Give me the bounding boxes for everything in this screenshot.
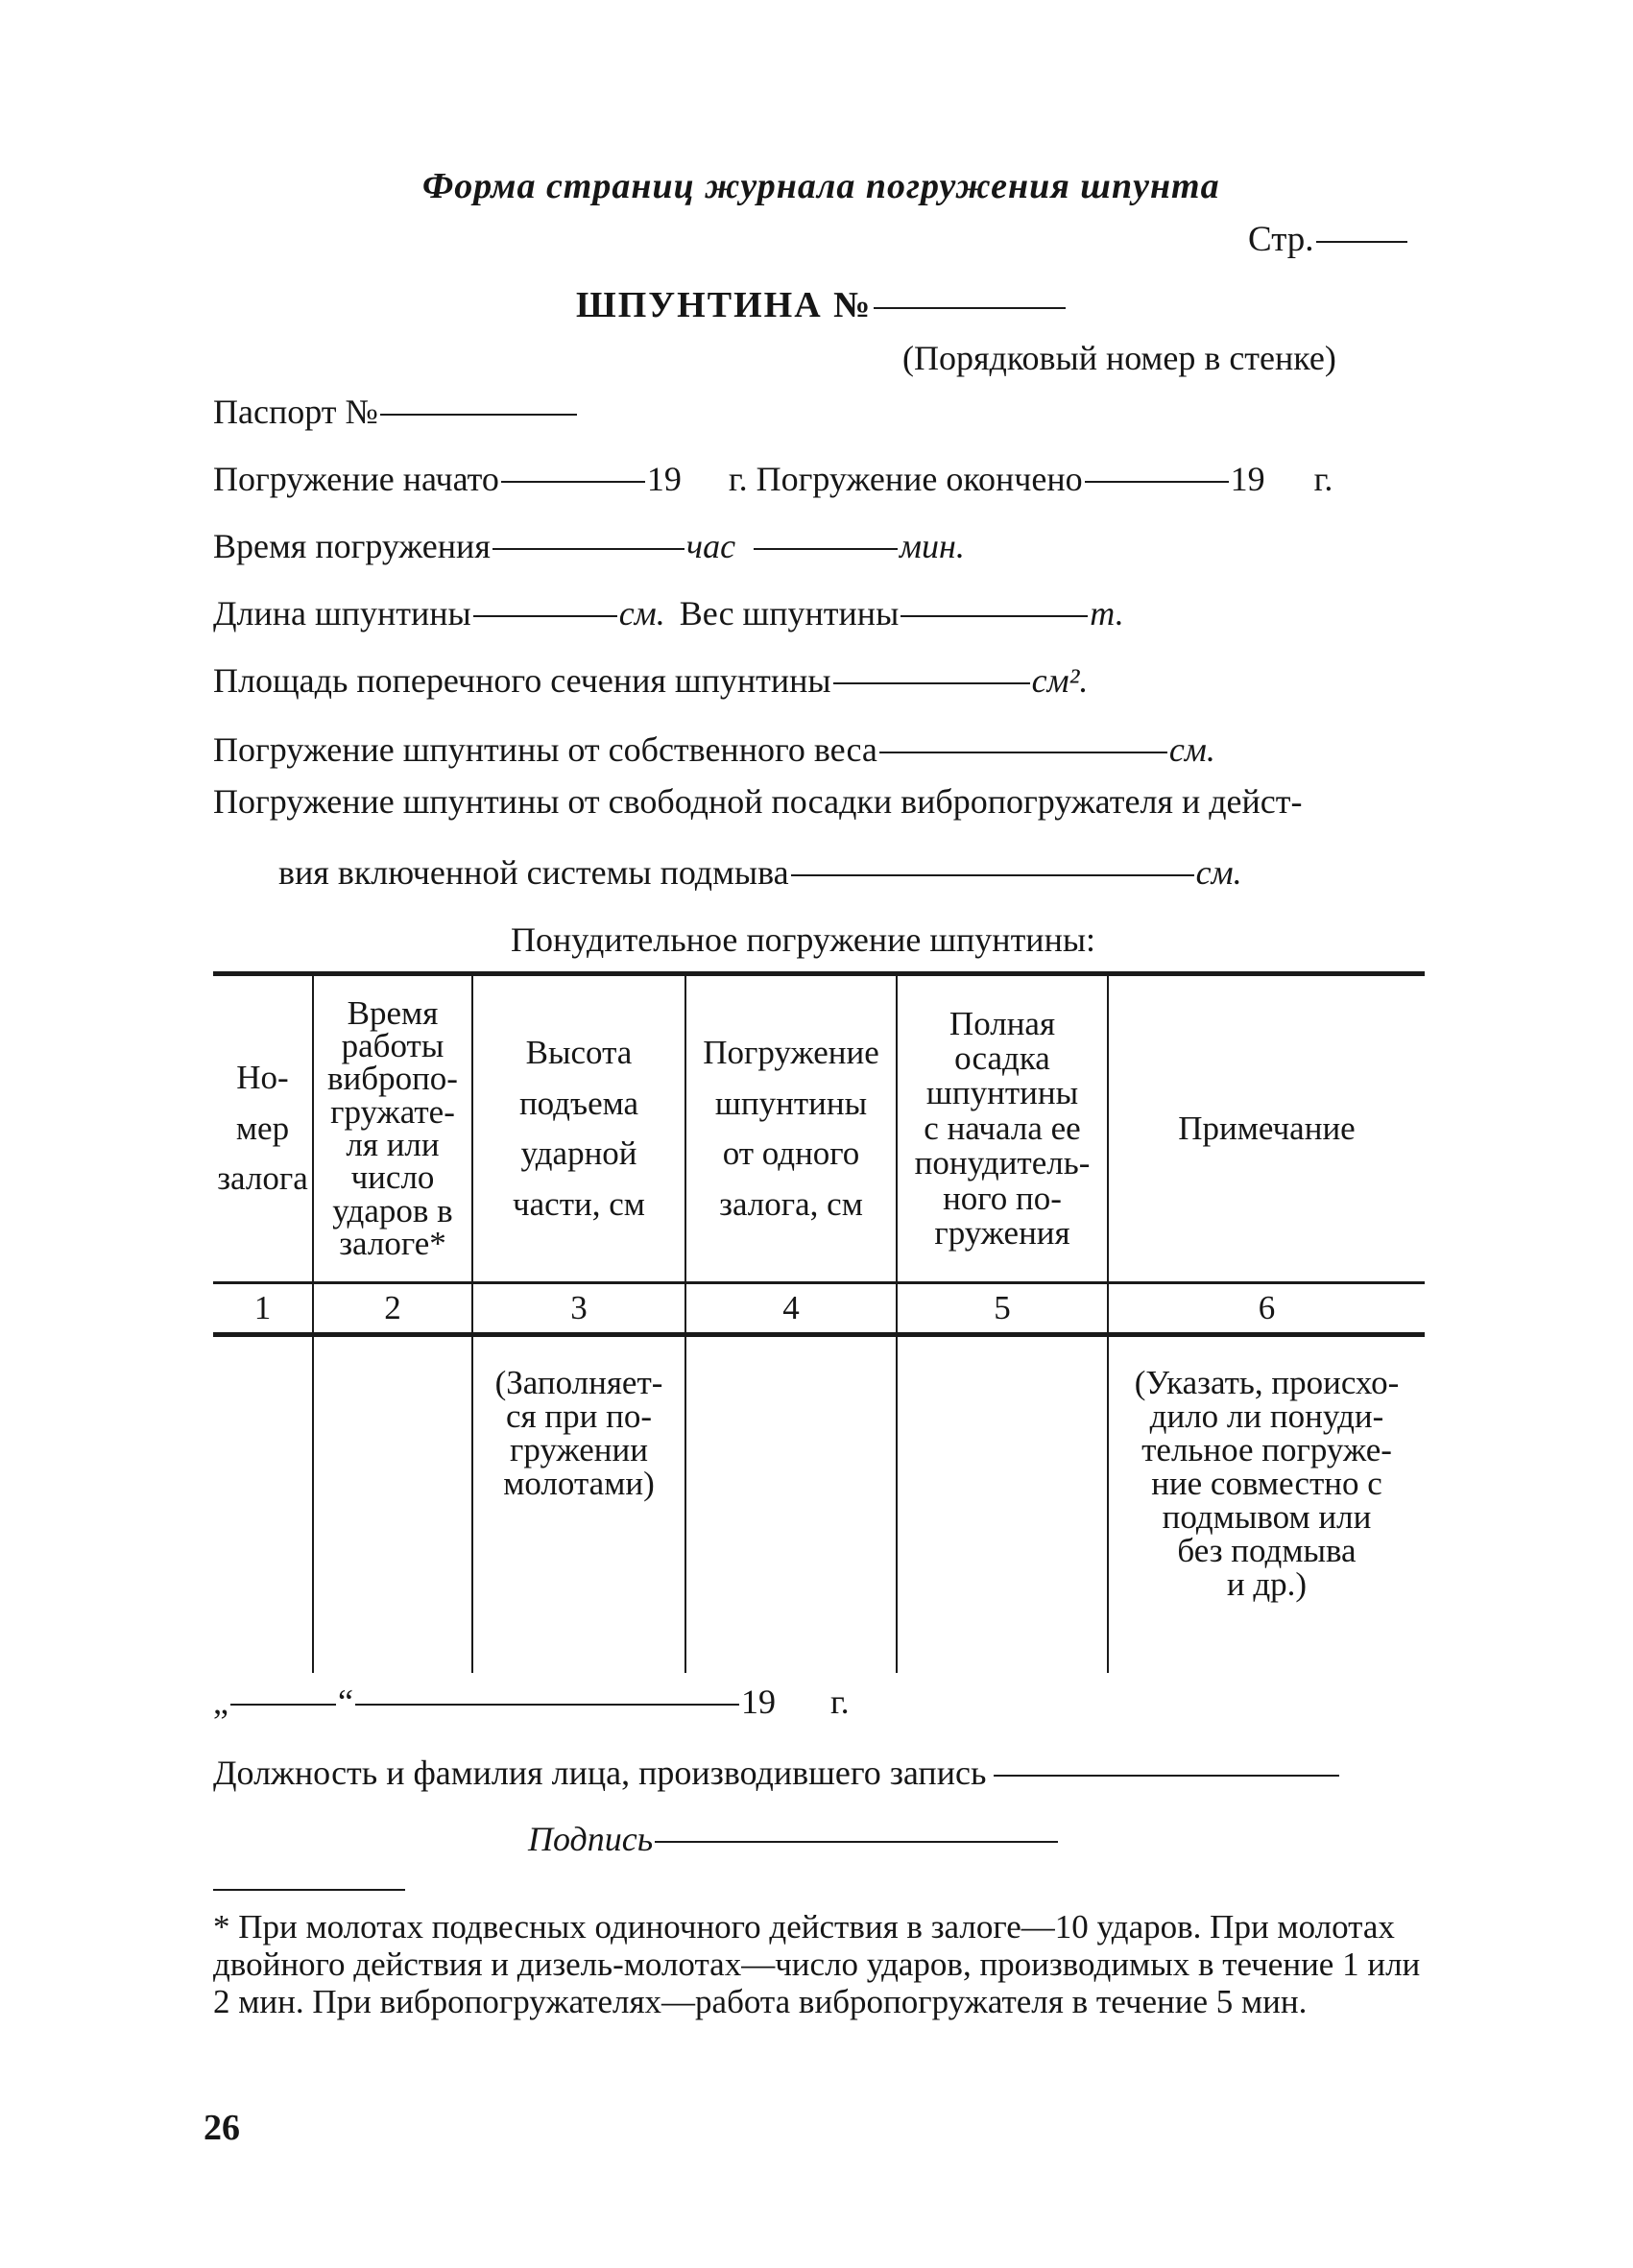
end-year: 19 — [1230, 460, 1265, 498]
quote-open: „ — [213, 1683, 228, 1721]
table-header-row — [213, 974, 1425, 1283]
length-unit: см. — [618, 594, 665, 633]
passport-field — [213, 392, 581, 432]
signature-field — [528, 1819, 1062, 1859]
signature-label: Подпись — [528, 1820, 654, 1858]
length-label: Длина шпунтины — [213, 594, 471, 633]
table-cell[interactable] — [897, 1335, 1108, 1674]
end-year-unit: г. — [1313, 460, 1333, 498]
column-header: Время работы вибропо- гружате- ля или число ударов в залоге* — [313, 974, 472, 1283]
minutes-blank[interactable] — [754, 548, 898, 550]
signer-blank[interactable] — [994, 1775, 1339, 1777]
column-header: Высота подъема ударной части, см — [472, 974, 685, 1283]
day-blank[interactable] — [230, 1704, 336, 1706]
minutes-unit: мин. — [900, 527, 965, 565]
hours-unit: час — [685, 527, 736, 565]
footnote-divider — [213, 1889, 405, 1891]
table-cell-note[interactable]: (Заполняет- ся при по- гружении молотами) — [472, 1335, 685, 1674]
column-number-row — [213, 1283, 1425, 1335]
weight-unit: т. — [1090, 594, 1124, 633]
sheet-title: ШПУНТИНА № — [576, 285, 873, 325]
weight-blank[interactable] — [901, 615, 1088, 617]
area-field — [213, 660, 1088, 701]
self-weight-label: Погружение шпунтины от собственного веса — [213, 730, 877, 769]
free-landing-field — [278, 852, 1242, 893]
duration-field — [213, 526, 965, 566]
column-number: 5 — [897, 1283, 1108, 1335]
table-caption: Понудительное погружение шпунтины: — [511, 920, 1096, 959]
page-number-field — [1248, 219, 1411, 260]
forced-immersion-table — [213, 971, 1425, 1673]
table-cell[interactable] — [313, 1335, 472, 1674]
start-label: Погружение начато — [213, 460, 499, 498]
column-number: 4 — [685, 1283, 897, 1335]
table-cell-note[interactable]: (Указать, происхо- дило ли понуди- тельное погруже- ние совместно с подмывом или без подмыва и др.) — [1108, 1335, 1425, 1674]
table-row — [213, 1335, 1425, 1674]
self-weight-field — [213, 729, 1215, 770]
start-date-blank[interactable] — [501, 481, 645, 483]
area-label: Площадь поперечного сечения шпунтины — [213, 661, 831, 700]
passport-label: Паспорт № — [213, 393, 378, 431]
self-weight-unit: см. — [1168, 730, 1215, 769]
month-blank[interactable] — [355, 1704, 739, 1706]
column-number: 6 — [1108, 1283, 1425, 1335]
date-year-unit: г. — [829, 1683, 850, 1721]
end-label: г. Погружение окончено — [728, 460, 1083, 498]
page-label: Стр. — [1248, 220, 1314, 259]
column-number: 1 — [213, 1283, 313, 1335]
free-landing-blank[interactable] — [791, 874, 1194, 876]
date-field — [213, 1682, 850, 1722]
page-blank[interactable] — [1316, 241, 1407, 243]
column-header: Полная осадка шпунтины с начала ее понудитель- ного по- гружения — [897, 974, 1108, 1283]
area-blank[interactable] — [833, 682, 1030, 684]
immersion-dates-field — [213, 459, 1333, 499]
passport-blank[interactable] — [380, 414, 577, 416]
self-weight-blank[interactable] — [879, 752, 1167, 753]
free-landing-line-2: вия включенной системы подмыва — [278, 853, 789, 892]
signer-label: Должность и фамилия лица, производившего запись — [213, 1754, 987, 1792]
end-date-blank[interactable] — [1085, 481, 1229, 483]
footnote: * При молотах подвесных одиночного действия в залоге—10 ударов. При молотах двойного действия и дизель-молотах—число ударов, производимых в течение 1 или 2 мин. При вибропогружателях—работа вибропогружателя в течение 5 мин. — [213, 1908, 1421, 2021]
column-header: Погружение шпунтины от одного залога, см — [685, 974, 897, 1283]
signer-field — [213, 1753, 1343, 1793]
page-number: 26 — [204, 2108, 240, 2148]
form-title: Форма страниц журнала погружения шпунта — [422, 166, 1220, 206]
length-weight-field — [213, 593, 1124, 633]
area-unit: см². — [1031, 661, 1089, 700]
sheet-title-field — [576, 284, 1069, 326]
free-landing-line-1: Погружение шпунтины от свободной посадки вибропогружателя и дейст- — [213, 782, 1303, 821]
weight-label: Вес шпунтины — [679, 594, 900, 633]
column-header: Но- мер залога — [213, 974, 313, 1283]
free-landing-unit: см. — [1195, 853, 1242, 892]
length-blank[interactable] — [473, 615, 617, 617]
table-cell[interactable] — [685, 1335, 897, 1674]
column-number: 2 — [313, 1283, 472, 1335]
hours-blank[interactable] — [492, 548, 684, 550]
serial-note: (Порядковый номер в стенке) — [902, 339, 1336, 377]
signature-blank[interactable] — [655, 1841, 1058, 1843]
duration-label: Время погружения — [213, 527, 491, 565]
date-year: 19 — [740, 1683, 776, 1721]
table-cell[interactable] — [213, 1335, 313, 1674]
sheet-number-blank[interactable] — [874, 307, 1066, 309]
start-year: 19 — [646, 460, 682, 498]
quote-close: “ — [337, 1683, 353, 1721]
column-header: Примечание — [1108, 974, 1425, 1283]
column-number: 3 — [472, 1283, 685, 1335]
